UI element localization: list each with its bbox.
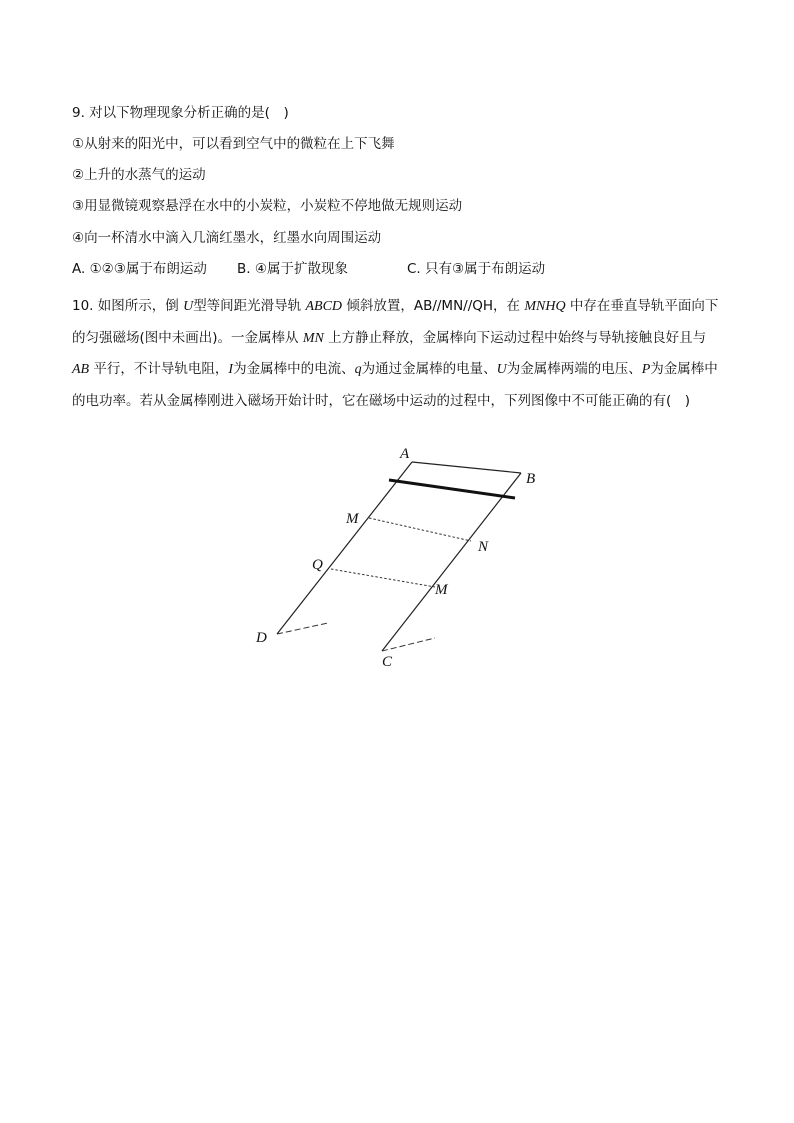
q10-text: 中存在垂直导轨平面向下的匀强磁场(图中未画出)。一金属棒从 (72, 298, 719, 346)
q10-var-I: I (228, 362, 234, 377)
label-c: C (382, 654, 393, 670)
q10-text: 为金属棒两端的电压、 (506, 361, 642, 377)
label-d: D (256, 630, 267, 646)
metal-rod (389, 480, 515, 498)
label-n: N (478, 539, 489, 555)
q10-var-U: U (183, 299, 194, 314)
q10-text: 上方静止释放，金属棒向下运动过程中始终与导轨接触良好且与 (323, 329, 707, 346)
q10-text: 型等间距光滑导轨 (193, 298, 306, 314)
q9-option-c: C. 只有③属于布朗运动 (407, 261, 546, 277)
q10-text: 为金属棒中的电流、 (233, 361, 355, 377)
q10-var-ab: AB (72, 362, 90, 377)
q10-var-q: q (354, 362, 362, 377)
label-a: A (400, 446, 410, 462)
label-m-left: M (346, 511, 359, 527)
q9-statement-3: ③用显微镜观察悬浮在水中的小炭粒，小炭粒不停地做无规则运动 (72, 198, 463, 214)
line-qh (331, 569, 435, 587)
label-b: B (526, 471, 536, 487)
q9-option-b: B. ④属于扩散现象 (237, 261, 348, 277)
question-9-stem: 9. 对以下物理现象分析正确的是( ) (72, 105, 289, 121)
q9-option-a: A. ①②③属于布朗运动 (72, 261, 207, 277)
line-mn (369, 518, 471, 541)
rail-bc (382, 473, 521, 651)
q10-var-U: U (496, 362, 507, 377)
q10-text: 10. 如图所示，倒 (72, 298, 184, 314)
q10-text: 为通过金属棒的电量、 (361, 361, 497, 377)
label-m-right: M (435, 582, 448, 598)
q9-statement-2: ②上升的水蒸气的运动 (72, 167, 206, 183)
q10-var-P: P (641, 362, 651, 377)
q10-var-mn: MN (302, 330, 324, 346)
q10-var-mnhq: MNHQ (524, 299, 566, 314)
q10-text: 平行，不计导轨电阻， (89, 361, 229, 377)
rail-ab (412, 462, 521, 473)
rail-ad (277, 462, 412, 634)
q10-text: 倾斜放置，AB//MN//QH，在 (342, 298, 525, 314)
q10-text: 为金属棒中的电功率。若从金属棒刚进入磁场开始计时，它在磁场中运动的过程中，下列图像中不可能正确的有( ) (72, 361, 718, 409)
q9-statement-1: ①从射来的阳光中，可以看到空气中的微粒在上下飞舞 (72, 136, 395, 152)
q9-statement-4: ④向一杯清水中滴入几滴红墨水，红墨水向周围运动 (72, 230, 382, 246)
label-q: Q (312, 557, 323, 573)
q10-var-abcd: ABCD (305, 299, 343, 314)
